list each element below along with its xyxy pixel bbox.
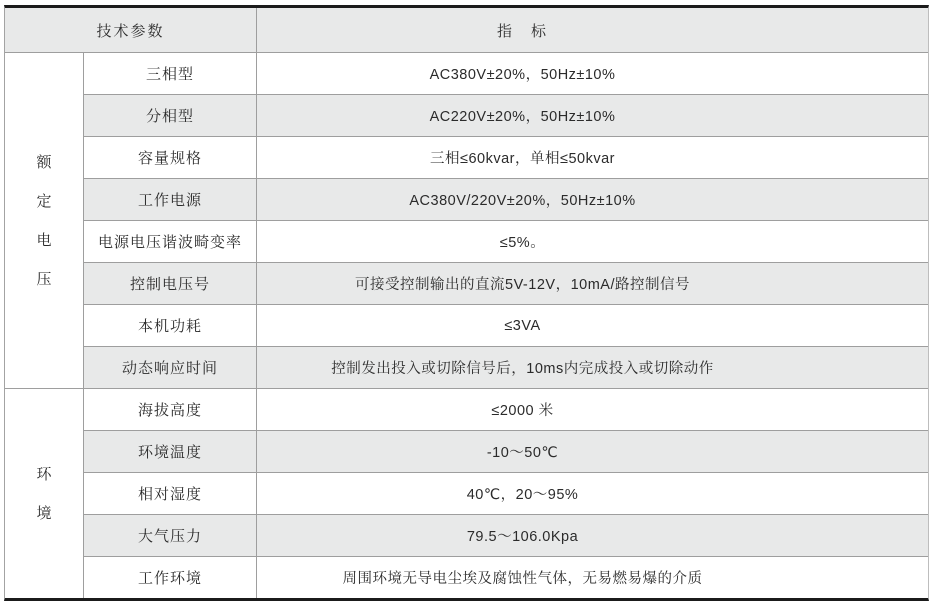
value-cell: 控制发出投入或切除信号后，10ms内完成投入或切除动作	[256, 346, 928, 388]
param-cell: 大气压力	[83, 514, 256, 556]
group-label-char: 额	[36, 153, 52, 171]
param-cell: 本机功耗	[83, 304, 256, 346]
group-label-char: 压	[36, 270, 52, 288]
value-cell: 周围环境无导电尘埃及腐蚀性气体，无易燃易爆的介质	[256, 556, 928, 598]
value-cell: AC220V±20%，50Hz±10%	[256, 94, 928, 136]
param-cell: 工作环境	[83, 556, 256, 598]
value-cell: 可接受控制输出的直流5V-12V，10mA/路控制信号	[256, 262, 928, 304]
param-cell: 控制电压号	[83, 262, 256, 304]
value-cell: 79.5～106.0Kpa	[256, 514, 928, 556]
param-cell: 三相型	[83, 52, 256, 94]
value-cell: ≤5%。	[256, 220, 928, 262]
group-label-char: 电	[36, 231, 52, 249]
value-cell: 40℃，20～95%	[256, 472, 928, 514]
value-cell: ≤3VA	[256, 304, 928, 346]
param-cell: 海拔高度	[83, 388, 256, 430]
param-cell: 容量规格	[83, 136, 256, 178]
group-label-char: 境	[36, 504, 52, 522]
value-cell: 三相≤60kvar，单相≤50kvar	[256, 136, 928, 178]
group-label-char: 定	[36, 192, 52, 210]
param-cell: 工作电源	[83, 178, 256, 220]
spec-table	[4, 5, 929, 601]
value-cell: AC380V±20%，50Hz±10%	[256, 52, 928, 94]
param-cell: 分相型	[83, 94, 256, 136]
param-cell: 环境温度	[83, 430, 256, 472]
row-group-environment	[5, 388, 83, 598]
value-cell: -10～50℃	[256, 430, 928, 472]
param-cell: 电源电压谐波畸变率	[83, 220, 256, 262]
value-cell: ≤2000 米	[256, 388, 928, 430]
header-indicator: 指 标	[256, 8, 928, 52]
param-cell: 相对湿度	[83, 472, 256, 514]
group-label-char: 环	[36, 465, 52, 483]
param-cell: 动态响应时间	[83, 346, 256, 388]
value-cell: AC380V/220V±20%，50Hz±10%	[256, 178, 928, 220]
row-group-rated-voltage	[5, 52, 83, 388]
header-tech-params: 技术参数	[5, 8, 256, 52]
